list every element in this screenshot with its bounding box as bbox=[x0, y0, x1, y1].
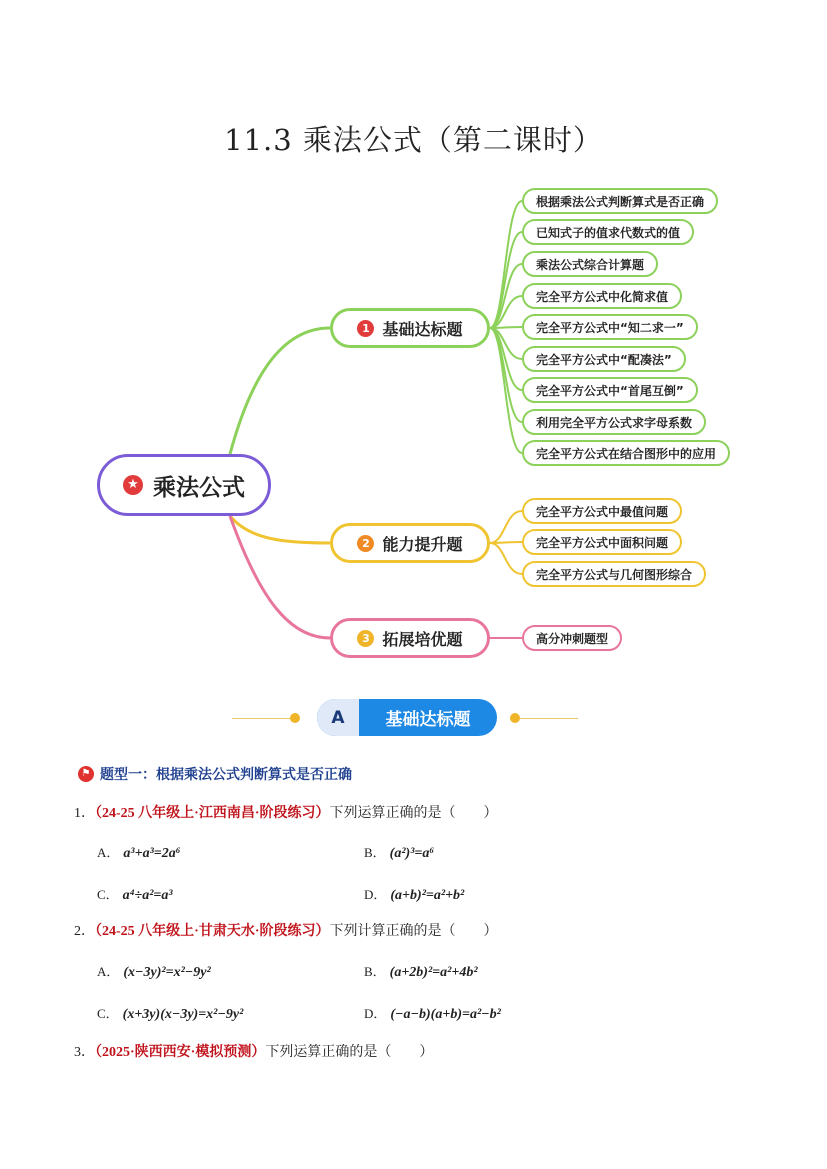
option-key: A． bbox=[97, 964, 120, 979]
answer-option bbox=[97, 961, 211, 981]
option-expression: (a²)³=a⁶ bbox=[389, 846, 435, 861]
leaf-topic: 已知式子的值求代数式的值 bbox=[522, 219, 694, 245]
answer-option bbox=[364, 961, 478, 981]
number-badge-icon: 3 bbox=[357, 630, 374, 647]
question-type-label: 题型一：根据乘法公式判断算式是否正确 bbox=[100, 767, 352, 783]
option-key: B． bbox=[364, 845, 386, 860]
divider bbox=[232, 718, 294, 719]
branch-advanced bbox=[330, 523, 490, 563]
question-number: 3． bbox=[74, 1045, 95, 1060]
question-stem: 下列运算正确的是（ ） bbox=[329, 806, 498, 821]
leaf-topic: 完全平方公式中“配凑法” bbox=[522, 346, 686, 372]
dot-icon bbox=[510, 713, 520, 723]
branch-label: 能力提升题 bbox=[382, 534, 463, 554]
number-badge-icon: 2 bbox=[357, 535, 374, 552]
option-key: D． bbox=[364, 887, 387, 902]
question-number: 1． bbox=[74, 806, 95, 821]
section-label: 基础达标题 bbox=[385, 710, 471, 730]
leaf-topic: 完全平方公式在结合图形中的应用 bbox=[522, 440, 730, 466]
branch-extension bbox=[330, 618, 490, 658]
flag-icon: ⚑ bbox=[78, 766, 94, 782]
question-source: （2025·陕西西安·模拟预测） bbox=[95, 1045, 266, 1060]
answer-option bbox=[97, 842, 181, 862]
leaf-topic: 利用完全平方公式求字母系数 bbox=[522, 409, 706, 435]
question bbox=[74, 1041, 433, 1061]
option-expression: (x−3y)²=x²−9y² bbox=[123, 965, 211, 980]
answer-option bbox=[364, 842, 434, 862]
answer-option bbox=[97, 884, 173, 904]
option-key: C． bbox=[97, 1006, 119, 1021]
divider bbox=[520, 718, 578, 719]
question-type-heading bbox=[78, 764, 352, 784]
number-badge-icon: 1 bbox=[357, 320, 374, 337]
mindmap-root-label: 乘法公式 bbox=[153, 474, 245, 501]
answer-option bbox=[97, 1003, 243, 1023]
question-source: （24-25 八年级上·江西南昌·阶段练习） bbox=[95, 806, 330, 821]
option-expression: (a+b)²=a²+b² bbox=[390, 888, 465, 903]
leaf-topic: 完全平方公式中“知二求一” bbox=[522, 314, 698, 340]
leaf-topic: 完全平方公式中“首尾互倒” bbox=[522, 377, 698, 403]
option-expression: a³+a³=2a⁶ bbox=[123, 846, 181, 861]
option-expression: (a+2b)²=a²+4b² bbox=[389, 965, 478, 980]
leaf-topic: 完全平方公式与几何图形综合 bbox=[522, 561, 706, 587]
option-key: D． bbox=[364, 1006, 387, 1021]
option-key: B． bbox=[364, 964, 386, 979]
option-key: A． bbox=[97, 845, 120, 860]
section-header bbox=[317, 699, 497, 736]
dot-icon bbox=[290, 713, 300, 723]
option-expression: (−a−b)(a+b)=a²−b² bbox=[390, 1007, 501, 1022]
option-expression: (x+3y)(x−3y)=x²−9y² bbox=[122, 1007, 244, 1022]
leaf-topic: 完全平方公式中最值问题 bbox=[522, 498, 682, 524]
question-stem: 下列计算正确的是（ ） bbox=[329, 924, 498, 939]
option-expression: a⁴÷a²=a³ bbox=[122, 888, 173, 903]
branch-label: 拓展培优题 bbox=[382, 629, 463, 649]
leaf-topic: 完全平方公式中面积问题 bbox=[522, 529, 682, 555]
question-source: （24-25 八年级上·甘肃天水·阶段练习） bbox=[95, 924, 330, 939]
answer-option bbox=[364, 884, 464, 904]
answer-option bbox=[364, 1003, 501, 1023]
branch-label: 基础达标题 bbox=[382, 319, 463, 339]
leaf-topic: 高分冲刺题型 bbox=[522, 625, 622, 651]
leaf-topic: 乘法公式综合计算题 bbox=[522, 251, 658, 277]
option-key: C． bbox=[97, 887, 119, 902]
page-title: 11.3 乘法公式（第二课时） bbox=[224, 123, 603, 157]
star-icon: ★ bbox=[123, 475, 143, 495]
question bbox=[74, 802, 498, 822]
section-letter: A bbox=[317, 699, 359, 736]
leaf-topic: 完全平方公式中化简求值 bbox=[522, 283, 682, 309]
question-stem: 下列运算正确的是（ ） bbox=[265, 1045, 434, 1060]
question bbox=[74, 920, 498, 940]
leaf-topic: 根据乘法公式判断算式是否正确 bbox=[522, 188, 718, 214]
question-number: 2． bbox=[74, 924, 95, 939]
mindmap-root bbox=[97, 454, 271, 516]
branch-basic bbox=[330, 308, 490, 348]
